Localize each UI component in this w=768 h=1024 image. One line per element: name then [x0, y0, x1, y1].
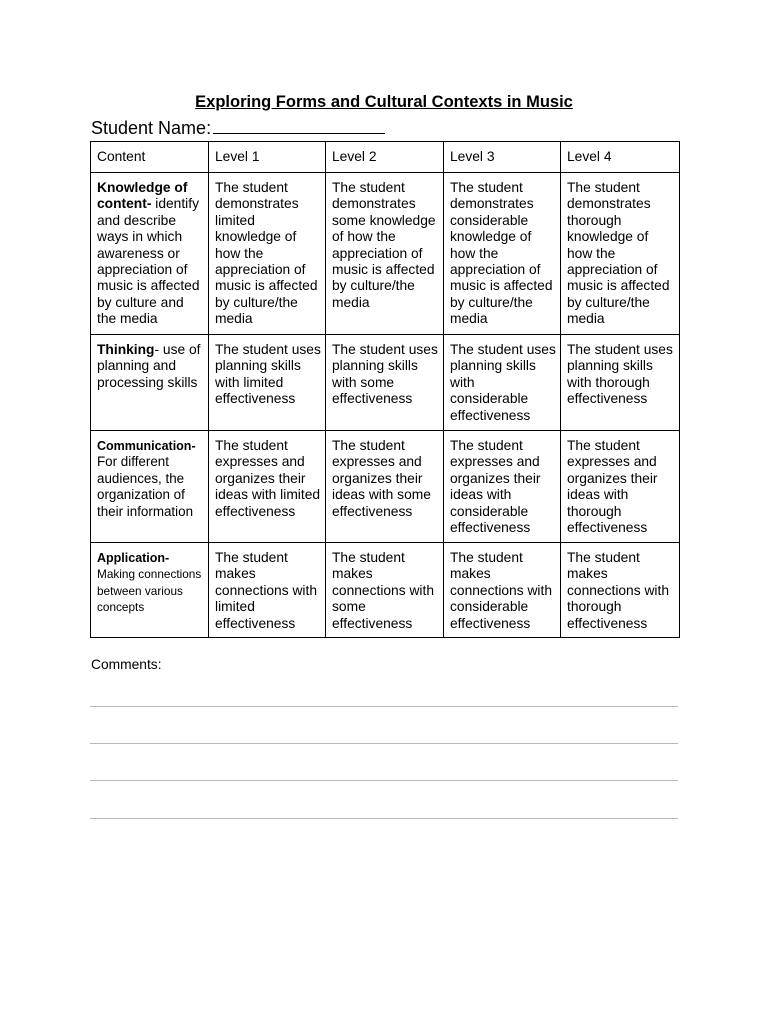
cell-communication-level-2: The student expresses and organizes their ideas with some effectiveness	[326, 431, 444, 543]
comments-label: Comments:	[91, 657, 162, 672]
rubric-table	[90, 141, 680, 638]
header-content: Content	[91, 142, 209, 173]
comment-line-4[interactable]	[90, 818, 678, 819]
criterion-description: Making connections between various concepts	[97, 567, 202, 615]
cell-thinking-level-1: The student uses planning skills with limited effectiveness	[209, 335, 326, 431]
cell-knowledge-level-2: The student demonstrates some knowledge of how the appreciation of music is affected by culture/the media	[326, 173, 444, 335]
header-level-1: Level 1	[209, 142, 326, 173]
cell-thinking-level-2: The student uses planning skills with some effectiveness	[326, 335, 444, 431]
criterion-description: identify and describe ways in which awareness or appreciation of music is affected by culture and the media	[97, 196, 200, 327]
row-communication	[91, 431, 680, 543]
row-thinking	[91, 335, 680, 431]
header-level-3: Level 3	[444, 142, 561, 173]
criterion-communication	[91, 431, 209, 543]
cell-knowledge-level-3: The student demonstrates considerable knowledge of how the appreciation of music is affected by culture/the media	[444, 173, 561, 335]
cell-thinking-level-4: The student uses planning skills with thorough effectiveness	[561, 335, 680, 431]
criterion-application	[91, 543, 209, 638]
cell-knowledge-level-4: The student demonstrates thorough knowledge of how the appreciation of music is affected by culture/the media	[561, 173, 680, 335]
cell-communication-level-1: The student expresses and organizes their ideas with limited effectiveness	[209, 431, 326, 543]
criterion-name: Communication-	[97, 439, 196, 453]
header-row	[91, 142, 680, 173]
criterion-name: Thinking	[97, 342, 155, 357]
cell-application-level-2: The student makes connections with some effectiveness	[326, 543, 444, 638]
cell-application-level-3: The student makes connections with considerable effectiveness	[444, 543, 561, 638]
cell-application-level-1: The student makes connections with limited effectiveness	[209, 543, 326, 638]
student-name-field	[91, 116, 385, 139]
header-level-2: Level 2	[326, 142, 444, 173]
comment-line-2[interactable]	[90, 743, 678, 744]
comment-line-1[interactable]	[90, 706, 678, 707]
cell-knowledge-level-1: The student demonstrates limited knowledge of how the appreciation of music is affected by culture/the media	[209, 173, 326, 335]
criterion-knowledge	[91, 173, 209, 335]
criterion-name: Application-	[97, 551, 170, 565]
header-level-4: Level 4	[561, 142, 680, 173]
row-knowledge	[91, 173, 680, 335]
cell-communication-level-3: The student expresses and organizes their ideas with considerable effectiveness	[444, 431, 561, 543]
comment-line-3[interactable]	[90, 780, 678, 781]
cell-application-level-4: The student makes connections with thorough effectiveness	[561, 543, 680, 638]
row-application	[91, 543, 680, 638]
criterion-description: - use of planning and processing skills	[97, 342, 201, 390]
student-name-label: Student Name:	[91, 118, 212, 138]
student-name-blank-line[interactable]	[213, 116, 385, 134]
cell-thinking-level-3: The student uses planning skills with considerable effectiveness	[444, 335, 561, 431]
criterion-thinking	[91, 335, 209, 431]
page-title: Exploring Forms and Cultural Contexts in Music	[195, 93, 573, 111]
criterion-name: Knowledge of content-	[97, 180, 188, 212]
cell-communication-level-4: The student expresses and organizes their ideas with thorough effectiveness	[561, 431, 680, 543]
criterion-description: For different audiences, the organization of their information	[97, 454, 194, 519]
